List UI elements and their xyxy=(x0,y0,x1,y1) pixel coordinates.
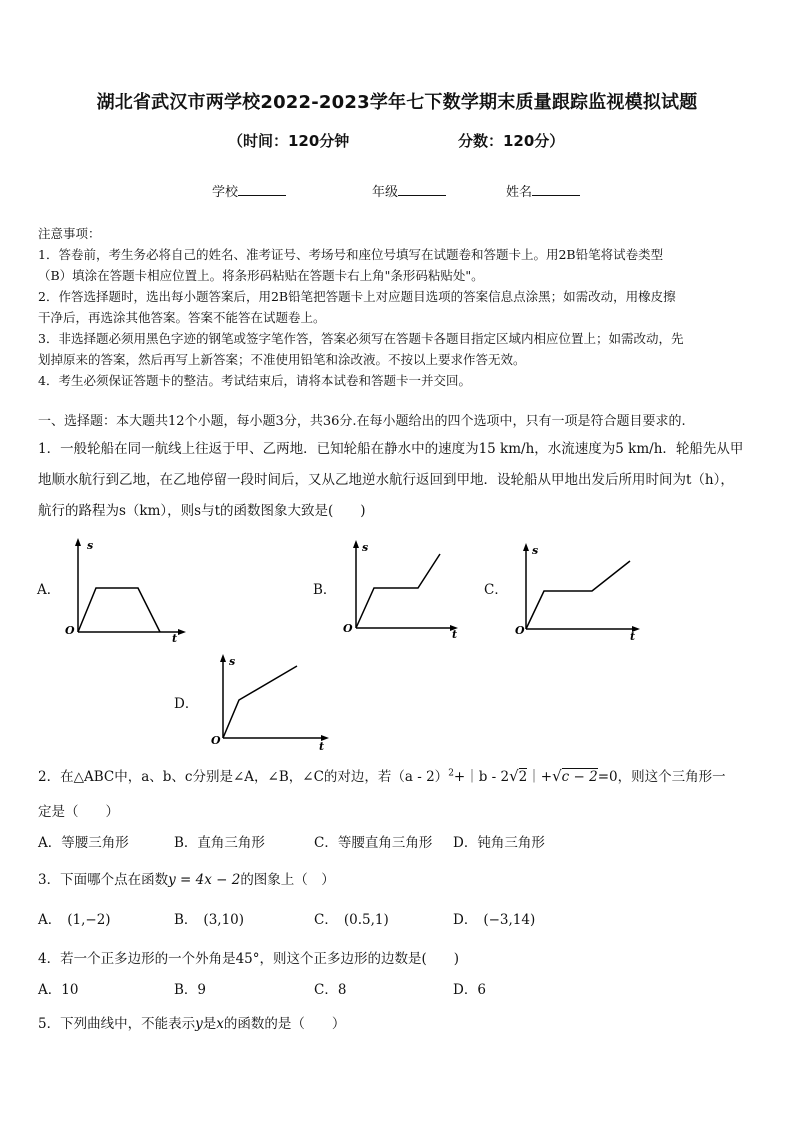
q3-option-d-value: (−3,14) xyxy=(483,912,536,928)
q3-option-c-value: (0.5,1) xyxy=(343,912,389,928)
q1-line1: 1．一般轮船在同一航线上往返于甲、乙两地．已知轮船在静水中的速度为15 km/h，水流速度为5 km/h．轮船先从甲 xyxy=(38,441,744,457)
page-title: 湖北省武汉市两学校2022-2023学年七下数学期末质量跟踪监视模拟试题 xyxy=(96,92,698,113)
notice-line: （B）填涂在答题卡相应位置上。将条形码粘贴在答题卡右上角"条形码粘贴处"。 xyxy=(38,268,484,283)
q5-stem xyxy=(38,1012,345,1032)
notice-line: 干净后，再选涂其他答案。答案不能答在试题卷上。 xyxy=(38,310,326,325)
axis-x-label: t xyxy=(630,630,636,643)
q4-option-d[interactable]: D．6 xyxy=(453,982,486,998)
origin-label: O xyxy=(515,624,525,637)
notice-line: 划掉原来的答案，然后再写上新答案；不准使用铅笔和涂改液。不按以上要求作答无效。 xyxy=(38,352,526,367)
q4-option-a[interactable]: A．10 xyxy=(38,982,79,998)
q1-graph-d[interactable] xyxy=(207,652,339,758)
origin-label: O xyxy=(211,734,221,747)
notice-line: 3．非选择题必须用黑色字迹的钢笔或签字笔作答，答案必须写在答题卡各题目指定区域内相应位置上；如需改动，先 xyxy=(38,331,684,346)
sqrt-symbol-icon: √ xyxy=(509,767,519,785)
school-label: 学校 xyxy=(212,185,239,200)
q3-function: y = 4x − 2 xyxy=(168,872,241,888)
q3-option-b[interactable] xyxy=(174,908,244,928)
notice-line: 4．考生必须保证答题卡的整洁。考试结束后，请将本试卷和答题卡一并交回。 xyxy=(38,373,471,388)
q1-line3: 航行的路程为s（km），则s与t的函数图象大致是( ) xyxy=(38,503,366,519)
q2-line2: 定是（ ） xyxy=(38,804,119,820)
section-heading: 一、选择题：本大题共12个小题，每小题3分，共36分.在每小题给出的四个选项中，只有一项是符合题目要求的. xyxy=(38,414,686,429)
axis-y-label: s xyxy=(87,539,94,552)
exam-time: （时间：120分钟 xyxy=(228,132,350,150)
q3-stem xyxy=(38,868,335,888)
sqrt-symbol-icon: √ xyxy=(552,767,562,785)
q2-sqrt2: c − 2 xyxy=(561,769,598,785)
q2-line1 xyxy=(38,765,726,785)
q1-graph-c[interactable] xyxy=(512,541,646,649)
q1-graph-a[interactable] xyxy=(62,536,192,644)
q3-option-a-label: A． xyxy=(38,912,62,928)
q3-option-c[interactable] xyxy=(314,908,389,928)
axis-y-label: s xyxy=(532,544,539,557)
q2-text-b: +｜b - 2 xyxy=(453,769,510,785)
origin-label: O xyxy=(65,624,75,637)
q2-text-d: =0，则这个三角形一 xyxy=(597,769,726,785)
origin-label: O xyxy=(343,622,353,635)
q1-option-a-label[interactable]: A． xyxy=(37,582,61,598)
name-field[interactable] xyxy=(506,181,580,200)
q2-text-c: ｜+ xyxy=(527,769,553,785)
axis-x-label: t xyxy=(319,740,325,753)
q2-option-d[interactable]: D．钝角三角形 xyxy=(453,835,545,851)
q4-option-b[interactable]: B．9 xyxy=(174,982,207,998)
q4-stem: 4．若一个正多边形的一个外角是45°，则这个正多边形的边数是( ) xyxy=(38,951,460,967)
name-label: 姓名 xyxy=(506,185,533,200)
q2-text-a: 2．在△ABC中，a、b、c分别是∠A，∠B，∠C的对边，若（a - 2） xyxy=(38,769,449,785)
q3-option-c-label: C． xyxy=(314,912,338,928)
axis-x-label: t xyxy=(172,632,178,644)
q5-var-y: y xyxy=(195,1016,203,1032)
q3-option-a-value: (1,−2) xyxy=(67,912,111,928)
school-blank[interactable] xyxy=(238,183,286,196)
axis-y-label: s xyxy=(229,655,236,668)
q1-option-b-label[interactable]: B． xyxy=(313,582,337,598)
q3-option-d-label: D． xyxy=(453,912,478,928)
q3-stem-b: 的图象上（ ） xyxy=(240,872,335,888)
axis-y-label: s xyxy=(362,541,369,554)
q4-option-c[interactable]: C．8 xyxy=(314,982,347,998)
q5-stem-a: 5．下列曲线中，不能表示 xyxy=(38,1016,196,1032)
notice-heading: 注意事项： xyxy=(38,226,101,241)
q3-option-b-label: B． xyxy=(174,912,198,928)
q1-line2: 地顺水航行到乙地，在乙地停留一段时间后，又从乙地逆水航行返回到甲地．设轮船从甲地出发后所用时间为t（h）， xyxy=(38,472,734,488)
q2-option-c[interactable]: C．等腰直角三角形 xyxy=(314,835,433,851)
q1-graph-b[interactable] xyxy=(340,538,470,646)
school-field[interactable] xyxy=(212,181,286,200)
q5-stem-b: 是 xyxy=(202,1016,217,1032)
q3-option-b-value: (3,10) xyxy=(203,912,245,928)
axis-x-label: t xyxy=(452,628,458,641)
q3-option-d[interactable] xyxy=(453,908,535,928)
q1-option-d-label[interactable]: D． xyxy=(174,696,199,712)
q2-exponent: 2 xyxy=(448,768,454,779)
q2-option-a[interactable]: A．等腰三角形 xyxy=(38,835,129,851)
q3-stem-a: 3．下面哪个点在函数 xyxy=(38,872,169,888)
q2-sqrt1: 2 xyxy=(518,769,528,785)
name-blank[interactable] xyxy=(532,183,580,196)
grade-field[interactable] xyxy=(372,181,446,200)
notice-line: 2．作答选择题时，选出每小题答案后，用2B铅笔把答题卡上对应题目选项的答案信息点涂黑；如需改动，用橡皮擦 xyxy=(38,289,676,304)
grade-blank[interactable] xyxy=(398,183,446,196)
q2-option-b[interactable]: B．直角三角形 xyxy=(174,835,265,851)
q5-var-x: x xyxy=(216,1016,224,1032)
notice-line: 1．答卷前，考生务必将自己的姓名、准考证号、考场号和座位号填写在试题卷和答题卡上。用2B铅笔将试卷类型 xyxy=(38,247,664,262)
exam-score: 分数：120分） xyxy=(458,132,565,150)
q3-option-a[interactable] xyxy=(38,908,111,928)
q5-stem-c: 的函数的是（ ） xyxy=(223,1016,346,1032)
q1-option-c-label[interactable]: C． xyxy=(484,582,508,598)
grade-label: 年级 xyxy=(372,185,399,200)
